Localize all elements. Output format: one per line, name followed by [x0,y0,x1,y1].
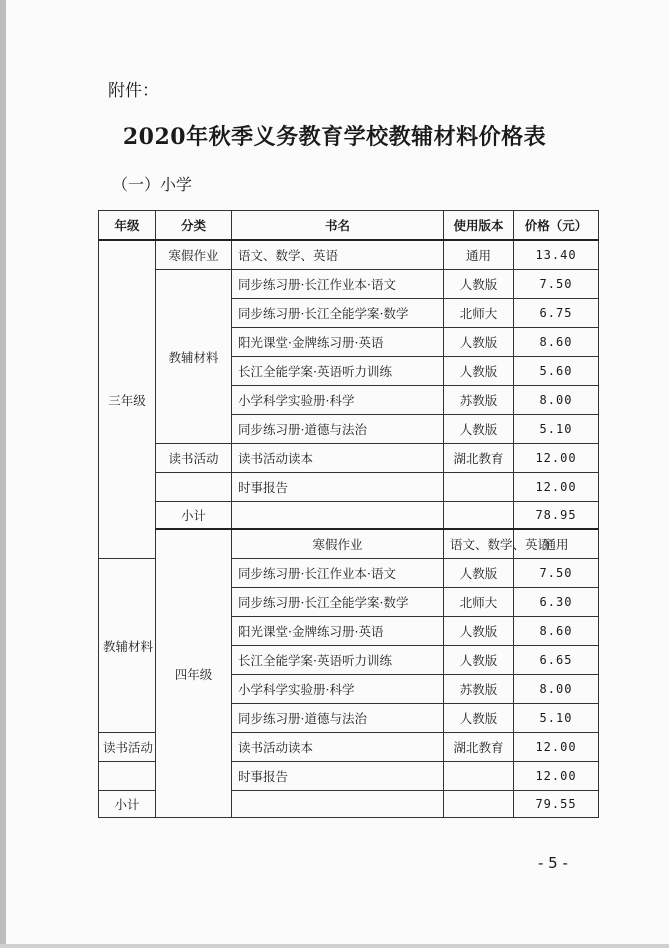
price-table [98,210,599,818]
edition-cell: 湖北教育 [444,733,514,762]
table-row [99,473,599,502]
edition-cell: 人教版 [444,357,514,386]
book-name-cell: 同步练习册·长江作业本·语文 [232,559,444,588]
header-category: 分类 [156,211,232,241]
table-row [99,270,599,299]
subtotal-label: 小计 [99,791,156,818]
book-name-cell: 时事报告 [232,762,444,791]
edition-cell: 北师大 [444,299,514,328]
category-cell [156,473,232,502]
book-name-cell: 阳光课堂·金牌练习册·英语 [232,617,444,646]
edition-cell: 北师大 [444,588,514,617]
book-name-cell: 小学科学实验册·科学 [232,675,444,704]
price-cell: 12.00 [514,733,599,762]
attachment-label: 附件： [108,81,159,101]
price-cell: 6.75 [514,299,599,328]
page-number: - 5 - [538,854,568,872]
book-name-cell: 同步练习册·长江全能学案·数学 [232,299,444,328]
subtotal-row [99,502,599,530]
edition-cell: 人教版 [444,617,514,646]
category-cell: 读书活动 [156,444,232,473]
category-cell: 寒假作业 [156,240,232,270]
edition-cell: 人教版 [444,328,514,357]
header-grade: 年级 [99,211,156,241]
book-name-cell: 读书活动读本 [232,444,444,473]
edition-cell: 人教版 [444,646,514,675]
book-name-cell: 同步练习册·道德与法治 [232,704,444,733]
edition-cell: 人教版 [444,559,514,588]
edition-cell: 人教版 [444,415,514,444]
category-cell: 教辅材料 [156,270,232,444]
price-cell: 8.60 [514,617,599,646]
edition-cell: 苏教版 [444,675,514,704]
book-name-cell: 语文、数学、英语 [444,529,514,559]
scan-bottom-edge [0,944,669,948]
book-name-cell: 语文、数学、英语 [232,240,444,270]
book-name-cell: 长江全能学案·英语听力训练 [232,357,444,386]
book-name-cell: 读书活动读本 [232,733,444,762]
book-name-cell: 同步练习册·长江全能学案·数学 [232,588,444,617]
grade-cell: 三年级 [99,240,156,559]
price-cell: 5.10 [514,704,599,733]
price-cell: 12.00 [514,473,599,502]
price-cell: 5.60 [514,357,599,386]
edition-cell [444,762,514,791]
category-cell [99,762,156,791]
price-cell: 5.10 [514,415,599,444]
subtotal-label: 小计 [156,502,232,530]
price-cell: 6.65 [514,646,599,675]
price-cell: 7.50 [514,270,599,299]
book-name-cell: 同步练习册·道德与法治 [232,415,444,444]
edition-cell: 通用 [514,529,599,559]
book-name-cell: 小学科学实验册·科学 [232,386,444,415]
table-header-row [99,211,599,241]
edition-cell [444,791,514,818]
header-edition: 使用版本 [444,211,514,241]
price-cell: 12.00 [514,444,599,473]
book-name-cell: 阳光课堂·金牌练习册·英语 [232,328,444,357]
price-cell: 7.50 [514,559,599,588]
header-price: 价格（元） [514,211,599,241]
price-cell: 8.00 [514,675,599,704]
book-name-cell: 时事报告 [232,473,444,502]
grade-cell: 四年级 [156,529,232,818]
section-heading: （一）小学 [112,175,193,194]
edition-cell [444,473,514,502]
category-cell: 寒假作业 [232,529,444,559]
price-cell: 8.00 [514,386,599,415]
category-cell: 读书活动 [99,733,156,762]
edition-cell: 苏教版 [444,386,514,415]
book-name-cell [232,791,444,818]
edition-cell [444,502,514,530]
header-book-name: 书名 [232,211,444,241]
subtotal-price: 78.95 [514,502,599,530]
book-name-cell [232,502,444,530]
price-cell: 6.30 [514,588,599,617]
price-cell: 8.60 [514,328,599,357]
edition-cell: 人教版 [444,704,514,733]
table-row [99,444,599,473]
table-row [99,240,599,270]
edition-cell: 通用 [444,240,514,270]
book-name-cell: 长江全能学案·英语听力训练 [232,646,444,675]
price-cell: 13.40 [514,240,599,270]
price-cell: 12.00 [514,762,599,791]
document-title: 2020年秋季义务教育学校教辅材料价格表 [122,124,547,150]
edition-cell: 湖北教育 [444,444,514,473]
book-name-cell: 同步练习册·长江作业本·语文 [232,270,444,299]
category-cell: 教辅材料 [99,559,156,733]
subtotal-price: 79.55 [514,791,599,818]
table-row [99,529,599,559]
edition-cell: 人教版 [444,270,514,299]
